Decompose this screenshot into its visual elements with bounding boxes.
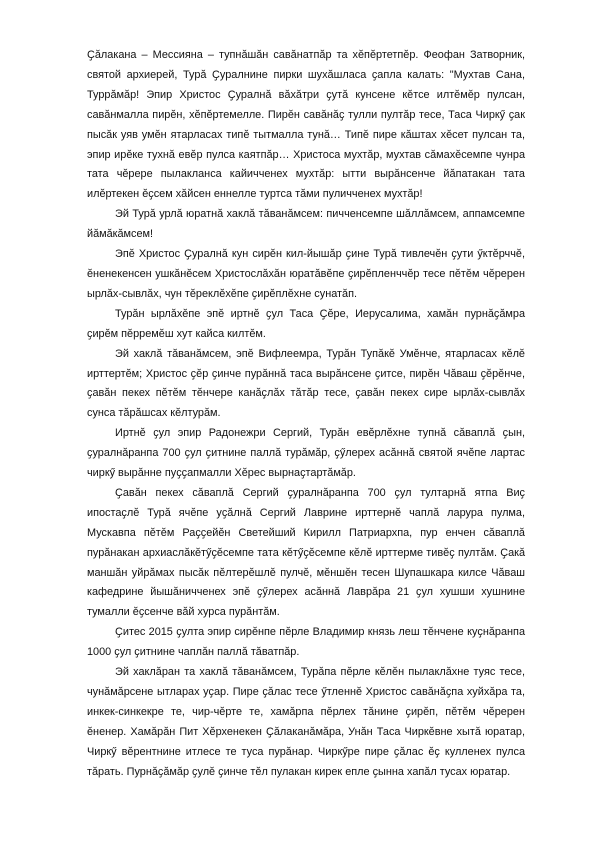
- paragraph-8: Ҫитес 2015 ҫулта эпир сирӗнпе пӗрле Владимир князь леш тӗнчене куҫнӑранпа 1000 ҫул ҫитнине чаплӑн паллӑ тӑватпӑр.: [87, 626, 525, 659]
- paragraph-2: Эй Турӑ урлӑ юратнӑ хаклӑ тӑванӑмсем: пичченсемпе шӑллӑмсем, аппамсемпе йӑмӑкӑмсем!: [87, 208, 525, 241]
- paragraph-3: Эпӗ Христос Ҫуралнӑ кун сирӗн кил-йышӑр ҫине Турӑ тивлечӗн ҫути ӳктӗрччӗ, ӗненекенсен ушкӑнӗсем Христослӑхӑн юратӑвӗпе ҫирӗпленччӗр тесе пӗтӗм чӗререн ырлӑх-сывлӑх, чун тӗреклӗхӗпе ҫирӗплӗхне сунатӑп.: [87, 248, 525, 300]
- paragraph-5: Эй хаклӑ тӑванӑмсем, эпӗ Вифлеемра, Турӑн Тупӑкӗ Умӗнче, ятарласах кӗлӗ ирттертӗм; Христос ҫӗр ҫинче пурӑннӑ таса вырӑнсене ҫитсе, пирӗн Чӑваш ҫӗрӗнче, ҫавӑн пекех пӗтӗм тӗнчере канӑҫлӑх тӑтӑр тесе, ҫавӑн пекех сире ырлӑх-сывлӑх сунса тӑрӑшсах кӗлтурӑм.: [87, 347, 525, 420]
- paragraph-7: Ҫавӑн пекех сӑваплӑ Сергий ҫуралнӑранпа 700 ҫул тултарнӑ ятпа Виҫ ипостаҫлӗ Турӑ ячӗпе уҫӑлнӑ Сергий Лаврине ирттернӗ чаплӑ ларура пулма, Мускавпа пӗтӗм Раҫҫейӗн Светейший Кирилл Патриархпа, пур енчен сӑваплӑ пурӑнакан архиаслӑкӗтӳҫӗсемпе тата кӗтӳҫӗсемпе кӗлӗ ирттерме тивӗҫ пултӑм. Ҫакӑ маншӑн уйрӑмах пысӑк пӗлтерӗшлӗ пулчӗ, мӗншӗн тесен Шупашкара килсе Чӑваш кафедрине йышӑничченех эпӗ ҫӳлерех асӑннӑ Лаврӑра 21 ҫул хушши хушнине тумалли ӗҫсенче вӑй хурса пурӑнтӑм.: [87, 486, 525, 619]
- document-page: [87, 46, 525, 783]
- paragraph-1: Ҫӑлакана – Мессияна – тупнӑшӑн савӑнатпӑр та хӗпӗртетпӗр. Феофан Затворник, святой архиерей, Турӑ Ҫуралнине пирки шухӑшласа ҫапла калать: "Мухтав Сана, Туррӑмӑр! Эпир Христос Ҫуралнӑ вӑхӑтри ҫутӑ кунсене кӗтсе илтӗмӗр пулсан, савӑнмалла пирӗн, хӗпӗртемелле. Пирӗн савӑнӑҫ тулли пултӑр тесе, Таса Чиркӳ ҫак пысӑк уяв умӗн ятарласах типӗ тытмалла тунӑ… Типӗ пире кӑштах хӗсет пулсан та, эпир ирӗке тухнӑ евӗр пулса каятпӑр… Христоса мухтӑр, мухтав сӑмахӗсемпе чунра тата чӗрере пылакланса кайичченех мухтӑр: ытти вырӑнсенче йӑпатакан тата илӗртекен ӗҫсем хӑйсен еннелле туртса тӑми пуличченех мухтӑр!: [87, 49, 525, 201]
- paragraph-9: Эй хаклӑран та хаклӑ тӑванӑмсем, Турӑпа пӗрле кӗлӗн пылаклӑхне туяс тесе, чунӑмӑрсене ытларах уҫар. Пире ҫӑлас тесе ӳтленнӗ Христос савӑнӑҫпа хуйхӑра та, инкек-синкекре те, чир-чӗрте те, хамӑрпа пӗрлех тӑнине ҫирӗп, пӗтӗм чӗререн ӗненер. Хамӑрӑн Пит Хӗрхенекен Ҫӑлаканӑмӑра, Унӑн Таса Чиркӗвне хытӑ юратар, Чиркӳ вӗрентнине итлесе те туса пурӑнар. Чиркӳре пире ҫӑлас ӗҫ кулленех пулса тӑрать. Пурнӑҫӑмӑр ҫулӗ ҫинче тӗл пулакан кирек епле ҫынна хапӑл тусах юратар.: [87, 666, 525, 778]
- paragraph-4: Турӑн ырлӑхӗпе эпӗ иртнӗ ҫул Таса Ҫӗре, Иерусалима, хамӑн пурнӑҫӑмра ҫирӗм пӗрремӗш хут кайса килтӗм.: [87, 307, 525, 340]
- paragraph-6: Иртнӗ ҫул эпир Радонежри Сергий, Турӑн евӗрлӗхне тупнӑ сӑваплӑ ҫын, ҫуралнӑранпа 700 ҫул ҫитнине паллӑ турӑмӑр, ҫӳлерех асӑннӑ святой ячӗпе лартас чиркӳ вырӑнне пуҫҫапмалли Хӗрес вырнаҫтартӑмӑр.: [87, 427, 525, 480]
